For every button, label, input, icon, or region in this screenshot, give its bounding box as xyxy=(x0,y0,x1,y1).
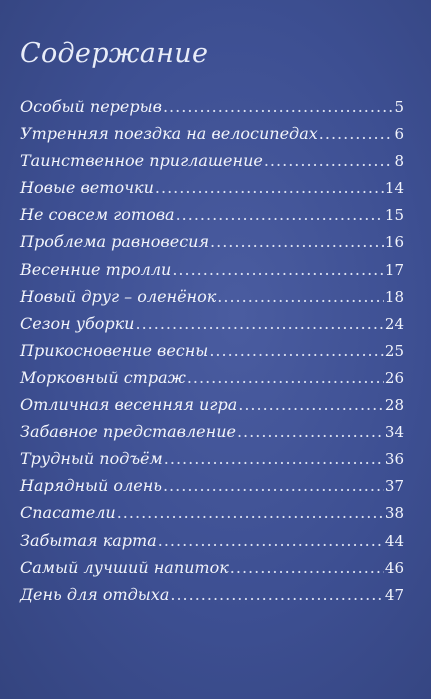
toc-entry-page: 18 xyxy=(384,287,404,306)
toc-entry-title: Не совсем готова xyxy=(20,205,175,225)
toc-entry-title: Самый лучший напиток xyxy=(20,557,229,577)
toc-entry-page: 17 xyxy=(384,260,404,279)
toc-entry[interactable] xyxy=(20,364,404,391)
toc-entry[interactable] xyxy=(20,581,404,608)
toc-entry-title: Проблема равновесия xyxy=(20,232,210,252)
toc-entry-page: 16 xyxy=(384,233,404,252)
toc-entry[interactable] xyxy=(20,120,404,147)
toc-entry-title: Нарядный олень xyxy=(20,476,162,496)
toc-entry-title: Новый друг – оленёнок xyxy=(20,286,217,306)
dot-leader xyxy=(187,364,384,391)
toc-entry-page: 14 xyxy=(384,179,404,198)
toc-entry-page: 26 xyxy=(384,368,404,387)
toc-entry-title: Забавное представление xyxy=(20,422,236,442)
toc-entry-title: Сезон уборки xyxy=(20,313,135,333)
toc-entry[interactable] xyxy=(20,472,404,499)
toc-entry-title: Трудный подъём xyxy=(20,449,163,469)
toc-entry-page: 6 xyxy=(394,125,404,144)
dot-leader xyxy=(176,201,384,228)
toc-entry-page: 8 xyxy=(394,152,404,171)
toc-entry-page: 24 xyxy=(384,314,404,333)
dot-leader xyxy=(217,283,384,310)
toc-entry-title: Новые веточки xyxy=(20,178,154,198)
dot-leader xyxy=(164,445,384,472)
toc-entry-title: Прикосновение весны xyxy=(20,340,209,360)
toc-entry-title: Весенние тролли xyxy=(20,259,172,279)
dot-leader xyxy=(209,337,384,364)
toc-entry-page: 44 xyxy=(384,531,404,550)
dot-leader xyxy=(238,391,384,418)
dot-leader xyxy=(237,418,384,445)
toc-entry-title: Утренняя поездка на велосипедах xyxy=(20,124,318,144)
toc-entry-page: 47 xyxy=(384,585,404,604)
toc-entry-page: 46 xyxy=(384,558,404,577)
dot-leader xyxy=(163,93,393,120)
toc-entry[interactable] xyxy=(20,445,404,472)
toc-entry[interactable] xyxy=(20,147,404,174)
dot-leader xyxy=(172,256,384,283)
dot-leader xyxy=(319,120,394,147)
toc-entry-page: 38 xyxy=(384,504,404,523)
toc-entry[interactable] xyxy=(20,256,404,283)
toc-entry-page: 36 xyxy=(384,450,404,469)
dot-leader xyxy=(230,554,384,581)
dot-leader xyxy=(158,527,384,554)
page-title: Содержание xyxy=(20,38,209,69)
dot-leader xyxy=(135,310,383,337)
toc-entry[interactable] xyxy=(20,283,404,310)
toc-entry-page: 15 xyxy=(384,206,404,225)
dot-leader xyxy=(117,499,384,526)
table-of-contents xyxy=(20,93,404,608)
toc-entry-title: Забытая карта xyxy=(20,530,157,550)
toc-entry[interactable] xyxy=(20,527,404,554)
toc-entry-title: Особый перерыв xyxy=(20,97,162,116)
toc-entry[interactable] xyxy=(20,310,404,337)
dot-leader xyxy=(155,174,384,201)
toc-entry[interactable] xyxy=(20,174,404,201)
toc-entry-page: 5 xyxy=(394,98,404,116)
toc-entry[interactable] xyxy=(20,228,404,255)
toc-entry-title: Отличная весенняя игра xyxy=(20,395,238,415)
dot-leader xyxy=(170,581,384,608)
toc-entry[interactable] xyxy=(20,201,404,228)
toc-entry-page: 37 xyxy=(384,477,404,496)
toc-entry-page: 25 xyxy=(384,341,404,360)
toc-entry[interactable] xyxy=(20,93,404,120)
dot-leader xyxy=(163,472,384,499)
toc-entry[interactable] xyxy=(20,499,404,526)
dot-leader xyxy=(210,228,384,255)
toc-entry[interactable] xyxy=(20,337,404,364)
toc-entry[interactable] xyxy=(20,554,404,581)
toc-entry[interactable] xyxy=(20,391,404,418)
toc-entry-title: Таинственное приглашение xyxy=(20,151,263,171)
dot-leader xyxy=(264,147,394,174)
toc-entry-page: 34 xyxy=(384,423,404,442)
toc-entry-title: День для отдыха xyxy=(20,584,170,604)
toc-entry-title: Морковный страж xyxy=(20,367,186,387)
toc-entry-title: Спасатели xyxy=(20,503,116,523)
toc-entry[interactable] xyxy=(20,418,404,445)
toc-entry-page: 28 xyxy=(384,396,404,415)
